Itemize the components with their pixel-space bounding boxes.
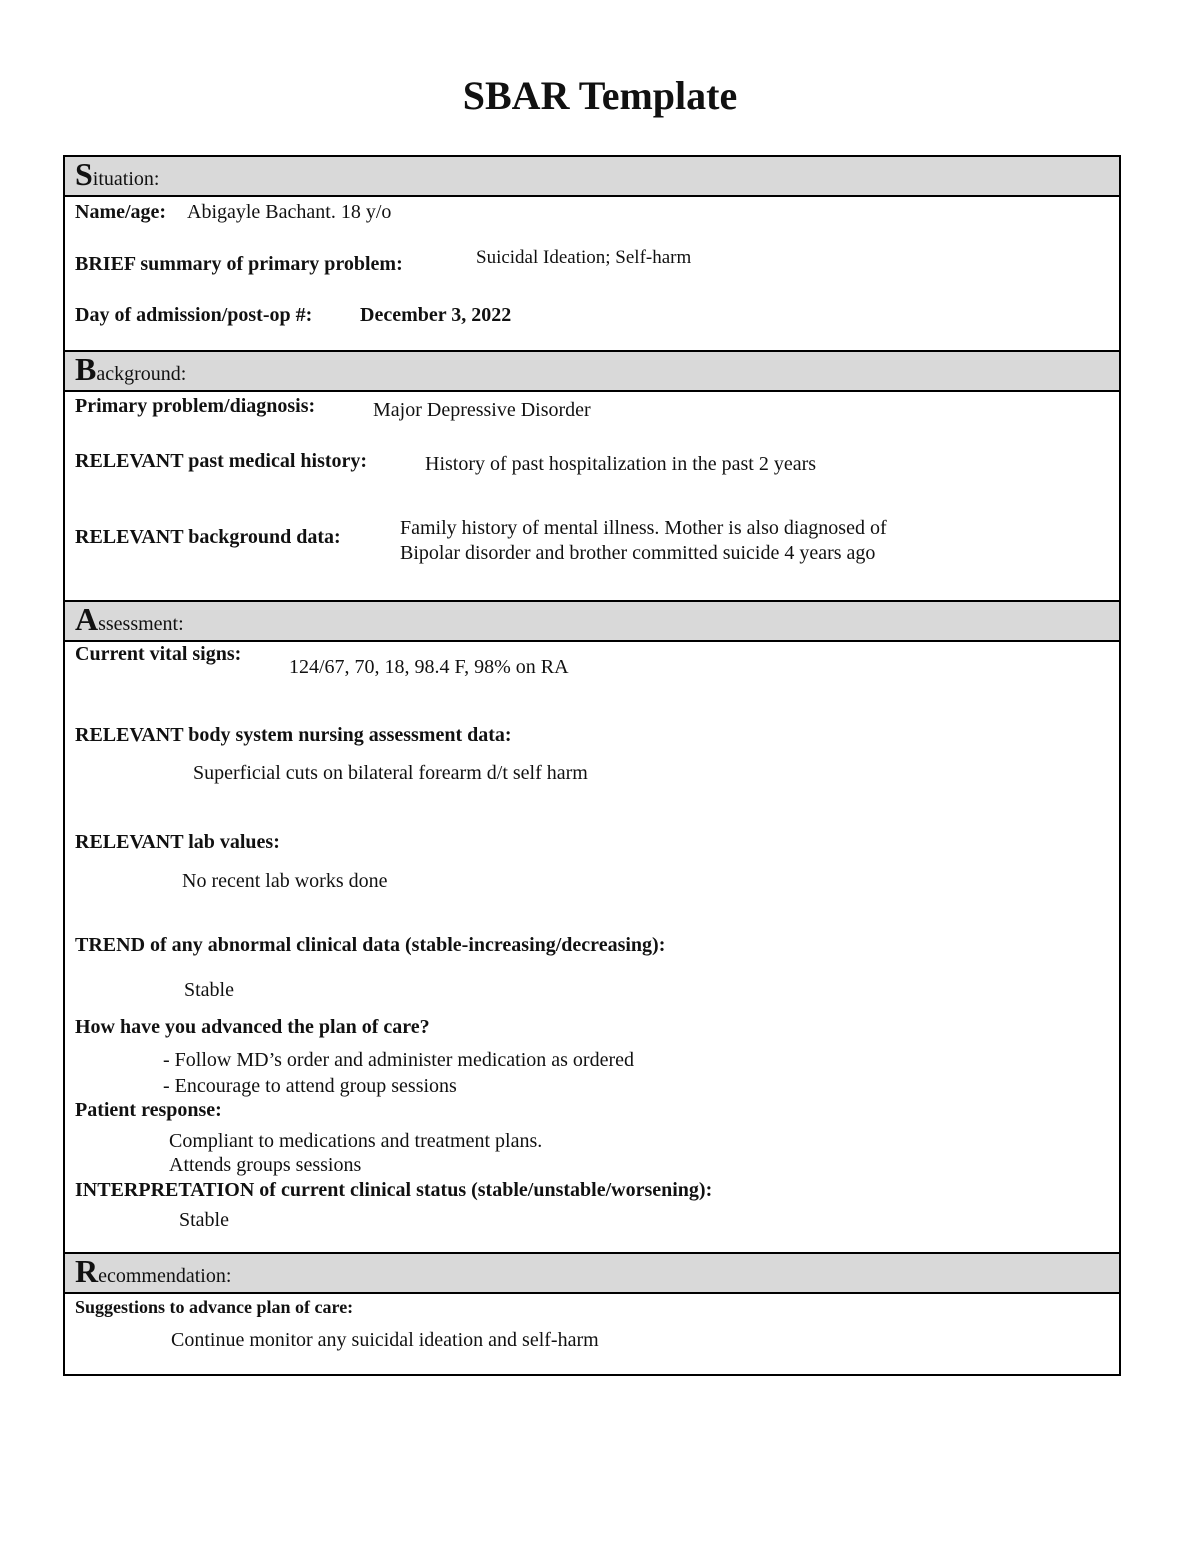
interpretation-value: Stable [179,1209,229,1231]
recommendation-header [65,1254,1119,1294]
name-age-value: Abigayle Bachant. 18 y/o [187,201,392,223]
vitals-label: Current vital signs: [75,643,242,665]
interpretation-label: INTERPRETATION of current clinical status (stable/unstable/worsening): [75,1179,713,1201]
background-initial: B [75,351,97,387]
assessment-section [65,642,1119,1254]
admission-label: Day of admission/post-op #: [75,304,313,326]
situation-section [65,197,1119,352]
background-data-line-1: Family history of mental illness. Mother is also diagnosed of [400,517,887,539]
background-header-label: ackground: [96,363,187,385]
plan-item-2: - Encourage to attend group sessions [163,1075,457,1097]
background-data-line-2: Bipolar disorder and brother committed suicide 4 years ago [400,542,876,564]
recommendation-initial: R [75,1253,99,1289]
summary-label: BRIEF summary of primary problem: [75,253,403,275]
situation-header-label: ituation: [92,168,160,190]
background-header [65,352,1119,392]
recommendation-section [65,1294,1119,1374]
trend-value: Stable [184,979,234,1001]
diagnosis-label: Primary problem/diagnosis: [75,395,316,417]
history-value: History of past hospitalization in the past 2 years [425,453,817,475]
diagnosis-value: Major Depressive Disorder [373,399,591,421]
sbar-table [63,155,1121,1376]
patient-response-label: Patient response: [75,1099,222,1121]
vitals-value: 124/67, 70, 18, 98.4 F, 98% on RA [289,656,569,678]
background-data-label: RELEVANT background data: [75,526,341,548]
history-label: RELEVANT past medical history: [75,450,368,472]
lab-values-value: No recent lab works done [182,870,388,892]
assessment-initial: A [75,601,99,637]
situation-initial: S [75,156,93,192]
admission-value: December 3, 2022 [360,304,512,326]
patient-response-line-2: Attends groups sessions [169,1154,362,1176]
body-system-value: Superficial cuts on bilateral forearm d/t self harm [193,762,588,784]
suggestions-label: Suggestions to advance plan of care: [75,1297,354,1317]
trend-label: TREND of any abnormal clinical data (stable-increasing/decreasing): [75,934,666,956]
assessment-header-label: ssessment: [98,613,184,635]
plan-of-care-label: How have you advanced the plan of care? [75,1016,430,1038]
plan-item-1: - Follow MD’s order and administer medication as ordered [163,1049,634,1071]
body-system-label: RELEVANT body system nursing assessment data: [75,724,512,746]
name-age-label: Name/age: [75,201,167,223]
assessment-header [65,602,1119,642]
patient-response-line-1: Compliant to medications and treatment plans. [169,1130,543,1152]
lab-values-label: RELEVANT lab values: [75,831,280,853]
suggestions-value: Continue monitor any suicidal ideation and self-harm [171,1329,599,1351]
page-title: SBAR Template [462,73,738,118]
background-section [65,392,1119,602]
summary-value: Suicidal Ideation; Self-harm [476,247,692,268]
situation-header [65,157,1119,197]
recommendation-header-label: ecommendation: [98,1265,232,1287]
